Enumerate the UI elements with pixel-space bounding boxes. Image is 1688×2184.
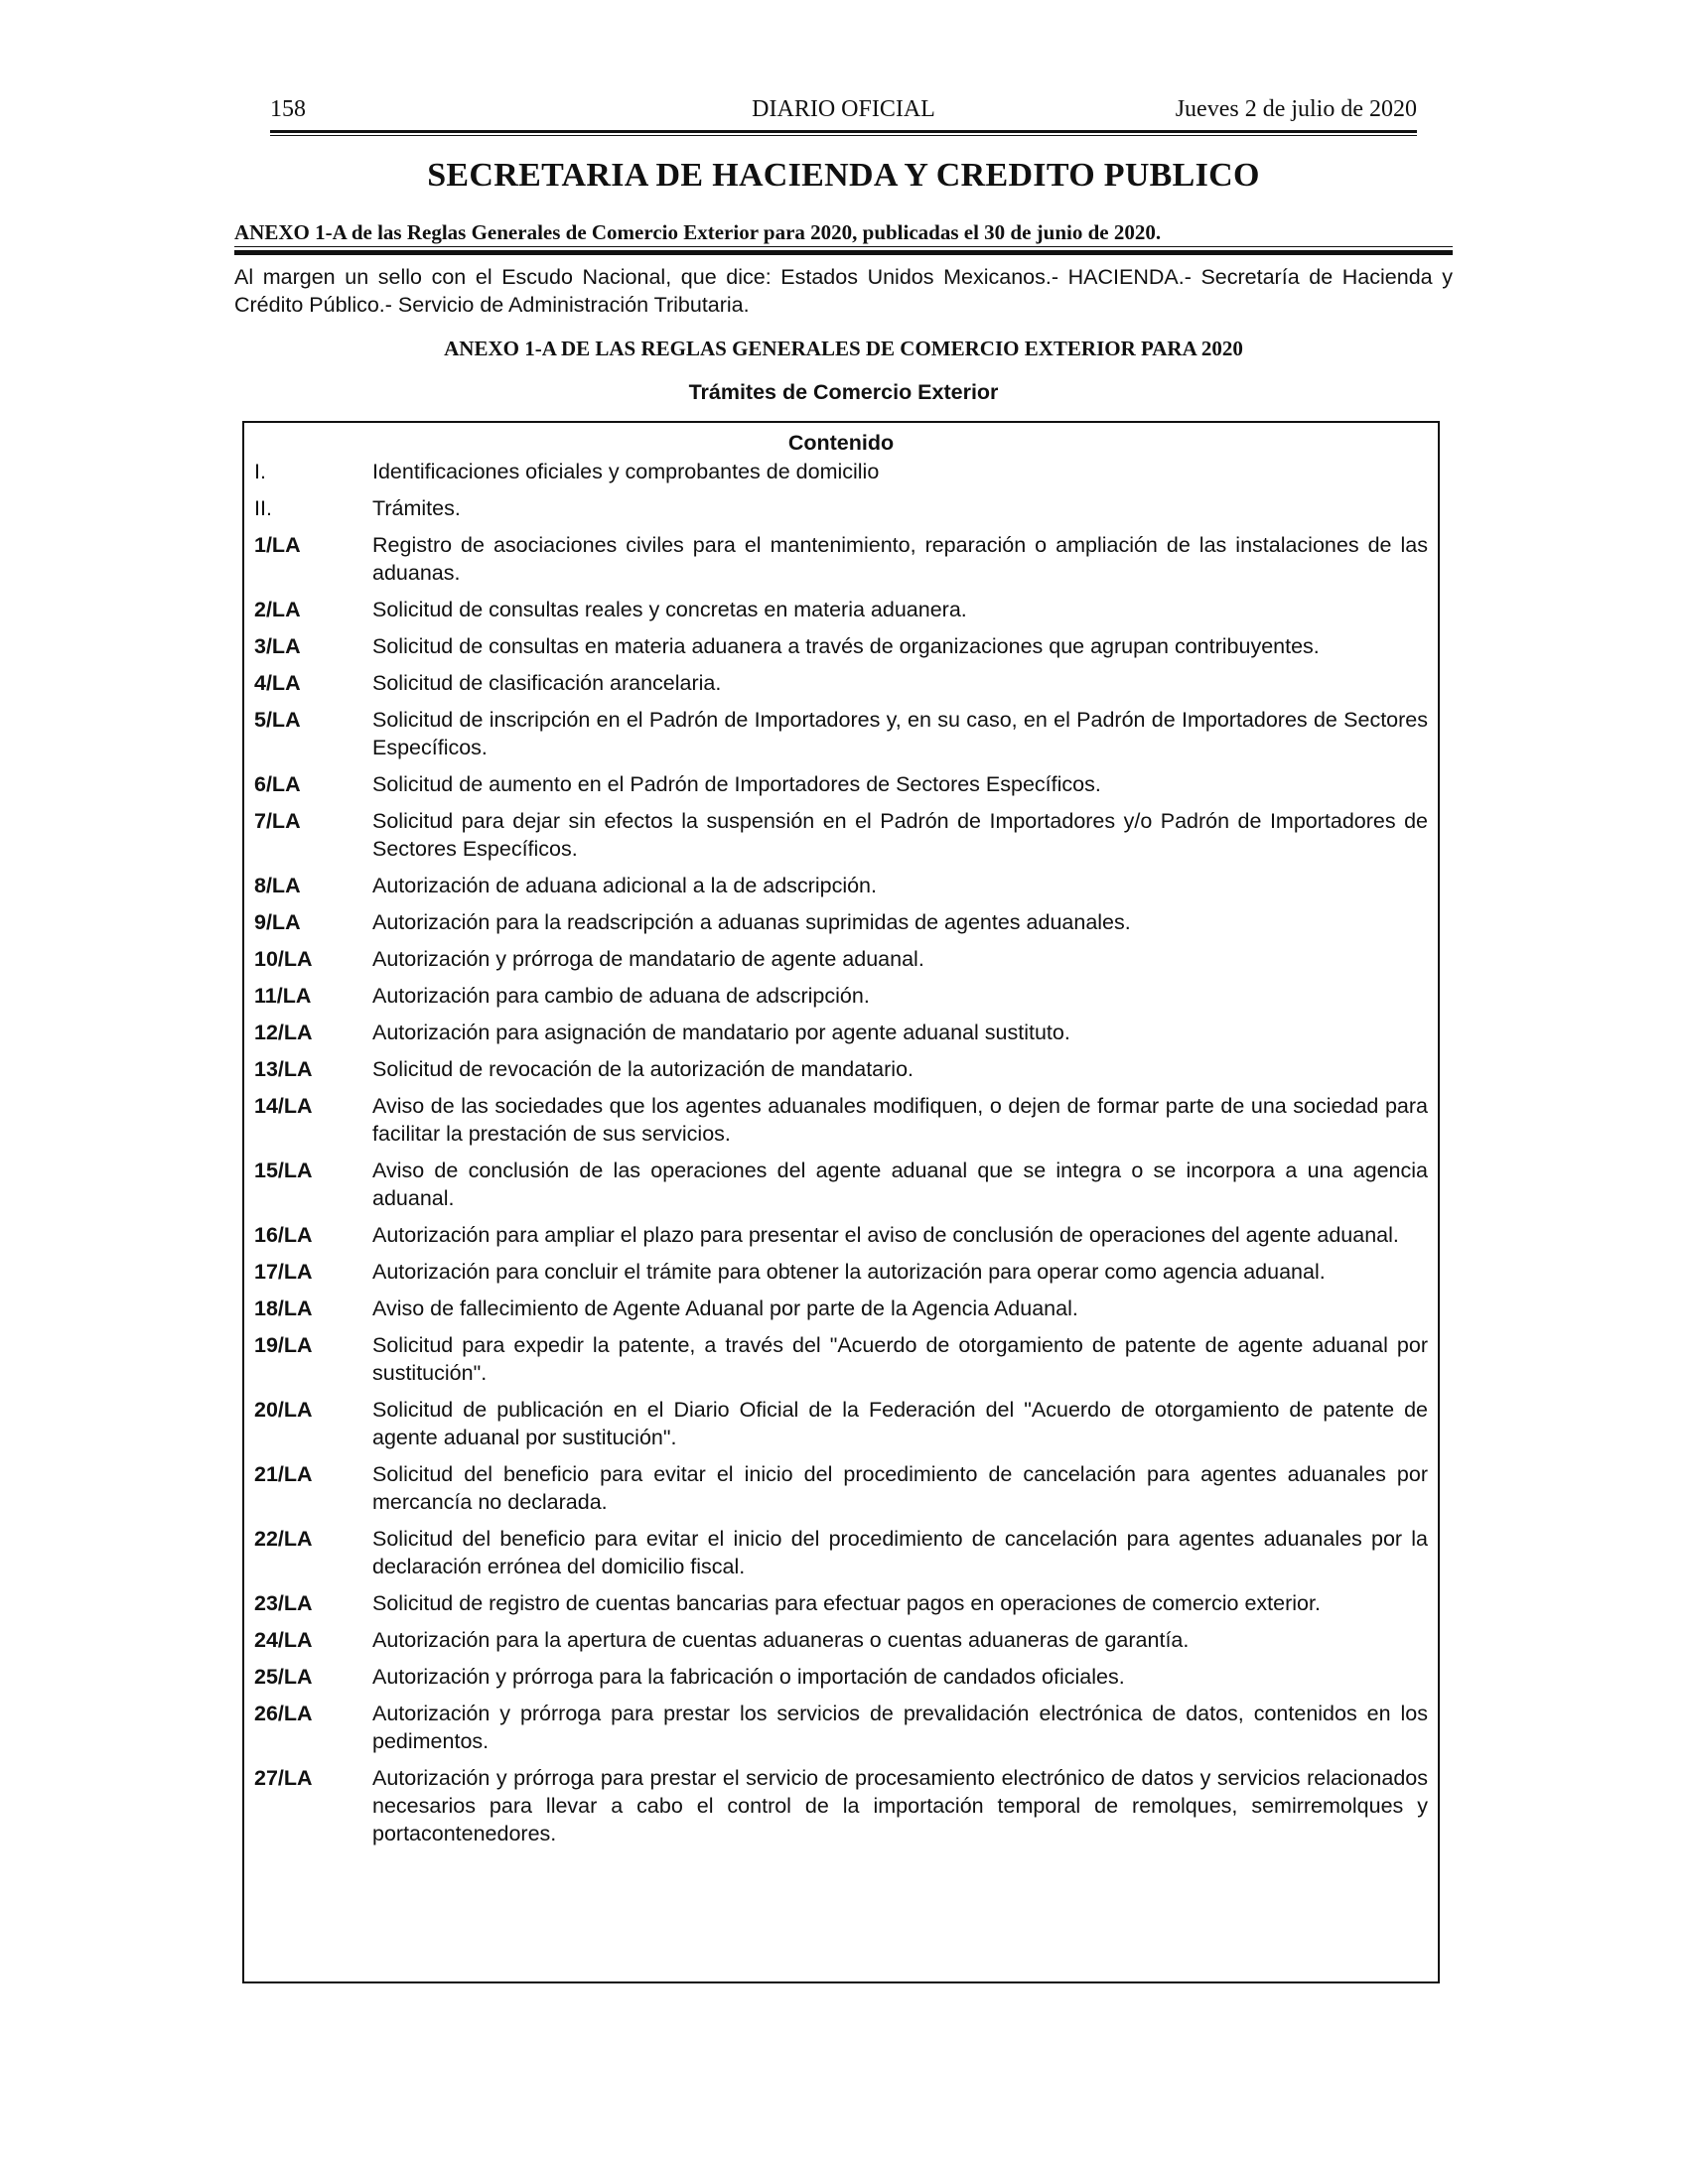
contents-item-text: Solicitud de clasificación arancelaria.	[372, 671, 722, 695]
contents-item-text: Trámites.	[372, 496, 461, 520]
contents-box	[242, 421, 1440, 1983]
contents-item	[254, 1221, 1428, 1249]
contents-item	[254, 1092, 1428, 1148]
contents-item	[254, 945, 1428, 973]
contents-item-code: 19/LA	[254, 1333, 313, 1357]
contents-item	[254, 1055, 1428, 1083]
contents-item-text: Autorización para concluir el trámite para obtener la autorización para operar como agencia aduanal.	[372, 1260, 1326, 1284]
contents-item	[254, 1525, 1428, 1580]
contents-list	[254, 458, 1428, 1847]
secretaria-title: SECRETARIA DE HACIENDA Y CREDITO PUBLICO	[427, 157, 1260, 194]
contents-item-code: 14/LA	[254, 1094, 313, 1118]
contents-item-text: Aviso de conclusión de las operaciones del agente aduanal que se integra o se incorpora a una agencia aduanal.	[372, 1159, 1428, 1210]
publication-name: DIARIO OFICIAL	[752, 96, 935, 122]
contents-item-text: Solicitud de revocación de la autorización de mandatario.	[372, 1057, 914, 1081]
contents-item-text: Aviso de las sociedades que los agentes aduanales modifiquen, o dejen de formar parte de una sociedad para facilitar la prestación de sus servicios.	[372, 1094, 1428, 1146]
section-rule-thick	[234, 250, 1453, 255]
contents-item-text: Solicitud para expedir la patente, a través del "Acuerdo de otorgamiento de patente de agente aduanal por sustitución".	[372, 1333, 1428, 1385]
contents-item-code: 13/LA	[254, 1057, 313, 1081]
contents-item-code: 24/LA	[254, 1628, 313, 1652]
publication-date: Jueves 2 de julio de 2020	[1175, 96, 1417, 122]
annex-subtitle: Trámites de Comercio Exterior	[688, 380, 999, 404]
contents-item-text: Autorización y prórroga para la fabricación o importación de candados oficiales.	[372, 1665, 1125, 1689]
contents-item-code: II.	[254, 496, 272, 520]
contents-item	[254, 1700, 1428, 1755]
contents-item-code: 5/LA	[254, 708, 301, 732]
anexo-header: ANEXO 1-A de las Reglas Generales de Comercio Exterior para 2020, publicadas el 30 de junio de 2020.	[234, 220, 1162, 244]
contents-item-text: Autorización de aduana adicional a la de adscripción.	[372, 874, 877, 897]
contents-item-text: Solicitud para dejar sin efectos la suspensión en el Padrón de Importadores y/o Padrón de Importadores de Sectores Específicos.	[372, 809, 1428, 861]
contents-item-code: 3/LA	[254, 634, 301, 658]
contents-item-code: 18/LA	[254, 1297, 313, 1320]
contents-item-text: Aviso de fallecimiento de Agente Aduanal por parte de la Agencia Aduanal.	[372, 1297, 1078, 1320]
contents-item	[254, 770, 1428, 798]
contents-item-text: Solicitud de consultas en materia aduanera a través de organizaciones que agrupan contribuyentes.	[372, 634, 1320, 658]
contents-item-text: Autorización para cambio de aduana de adscripción.	[372, 984, 870, 1008]
contents-item	[254, 458, 1428, 485]
contents-item-code: 25/LA	[254, 1665, 313, 1689]
contents-item-code: 9/LA	[254, 910, 301, 934]
contents-item	[254, 872, 1428, 899]
contents-item	[254, 1396, 1428, 1451]
contents-item-text: Solicitud de publicación en el Diario Oficial de la Federación del "Acuerdo de otorgamiento de patente de agente aduanal por sustitución".	[372, 1398, 1428, 1449]
contents-item-code: I.	[254, 460, 266, 483]
contents-item-code: 15/LA	[254, 1159, 313, 1182]
contents-item-text: Autorización para asignación de mandatario por agente aduanal sustituto.	[372, 1021, 1070, 1044]
contents-item	[254, 1331, 1428, 1387]
contents-item-text: Autorización para la readscripción a aduanas suprimidas de agentes aduanales.	[372, 910, 1131, 934]
contents-item-text: Solicitud de inscripción en el Padrón de Importadores y, en su caso, en el Padrón de Importadores de Sectores Específicos.	[372, 708, 1428, 759]
contents-item-code: 8/LA	[254, 874, 301, 897]
contents-item	[254, 1764, 1428, 1847]
contents-item-code: 16/LA	[254, 1223, 313, 1247]
contents-item-code: 11/LA	[254, 984, 312, 1008]
contents-item	[254, 531, 1428, 587]
contents-item	[254, 1295, 1428, 1322]
contents-item-code: 23/LA	[254, 1591, 313, 1615]
contents-item	[254, 1460, 1428, 1516]
contents-item	[254, 596, 1428, 623]
contents-item	[254, 494, 1428, 522]
page-number: 158	[270, 96, 306, 122]
contents-item-code: 4/LA	[254, 671, 301, 695]
contents-item-code: 10/LA	[254, 947, 313, 971]
contents-item-text: Solicitud del beneficio para evitar el inicio del procedimiento de cancelación para agentes aduanales por mercancía no declarada.	[372, 1462, 1428, 1514]
header-rule	[270, 130, 1417, 133]
contents-item	[254, 1589, 1428, 1617]
contents-item	[254, 1019, 1428, 1046]
section-rule	[234, 246, 1453, 247]
annex-title: ANEXO 1-A DE LAS REGLAS GENERALES DE COMERCIO EXTERIOR PARA 2020	[444, 337, 1243, 360]
contents-item-text: Autorización para la apertura de cuentas aduaneras o cuentas aduaneras de garantía.	[372, 1628, 1190, 1652]
contents-item-text: Solicitud de aumento en el Padrón de Importadores de Sectores Específicos.	[372, 772, 1101, 796]
contents-item	[254, 669, 1428, 697]
contents-heading: Contenido	[787, 431, 895, 455]
margin-note: Al margen un sello con el Escudo Nacional, que dice: Estados Unidos Mexicanos.- HACIENDA.- Secretaría de Hacienda y Crédito Público.- Servicio de Administración Tributaria.	[234, 265, 1453, 317]
page-header	[270, 96, 1417, 132]
contents-item-code: 12/LA	[254, 1021, 313, 1044]
contents-item	[254, 1157, 1428, 1212]
contents-item-text: Solicitud de consultas reales y concretas en materia aduanera.	[372, 598, 967, 621]
contents-item-text: Autorización y prórroga para prestar los servicios de prevalidación electrónica de datos, contenidos en los pedimentos.	[372, 1702, 1428, 1753]
contents-item-text: Autorización para ampliar el plazo para presentar el aviso de conclusión de operaciones del agente aduanal.	[372, 1223, 1399, 1247]
contents-item	[254, 706, 1428, 761]
contents-item-code: 27/LA	[254, 1766, 313, 1790]
contents-item	[254, 982, 1428, 1010]
contents-item-text: Autorización y prórroga para prestar el servicio de procesamiento electrónico de datos y servicios relacionados necesarios para llevar a cabo el control de la importación temporal de remolques, semirremolques y portacontenedores.	[372, 1766, 1428, 1845]
contents-item-text: Solicitud del beneficio para evitar el inicio del procedimiento de cancelación para agentes aduanales por la declaración errónea del domicilio fiscal.	[372, 1527, 1428, 1578]
contents-item	[254, 807, 1428, 863]
contents-item-text: Identificaciones oficiales y comprobantes de domicilio	[372, 460, 880, 483]
contents-item	[254, 1663, 1428, 1691]
contents-item	[254, 1626, 1428, 1654]
contents-item-text: Registro de asociaciones civiles para el mantenimiento, reparación o ampliación de las instalaciones de las aduanas.	[372, 533, 1428, 585]
contents-item-text: Solicitud de registro de cuentas bancarias para efectuar pagos en operaciones de comercio exterior.	[372, 1591, 1321, 1615]
contents-item	[254, 632, 1428, 660]
contents-item-code: 6/LA	[254, 772, 301, 796]
contents-item-code: 26/LA	[254, 1702, 313, 1725]
contents-item-text: Autorización y prórroga de mandatario de agente aduanal.	[372, 947, 924, 971]
contents-item	[254, 1258, 1428, 1286]
contents-item-code: 2/LA	[254, 598, 301, 621]
contents-item-code: 1/LA	[254, 533, 301, 557]
contents-item-code: 7/LA	[254, 809, 301, 833]
contents-item-code: 17/LA	[254, 1260, 313, 1284]
contents-item-code: 22/LA	[254, 1527, 313, 1551]
contents-item-code: 21/LA	[254, 1462, 313, 1486]
contents-item	[254, 908, 1428, 936]
contents-item-code: 20/LA	[254, 1398, 313, 1422]
header-rule-secondary	[270, 135, 1417, 136]
